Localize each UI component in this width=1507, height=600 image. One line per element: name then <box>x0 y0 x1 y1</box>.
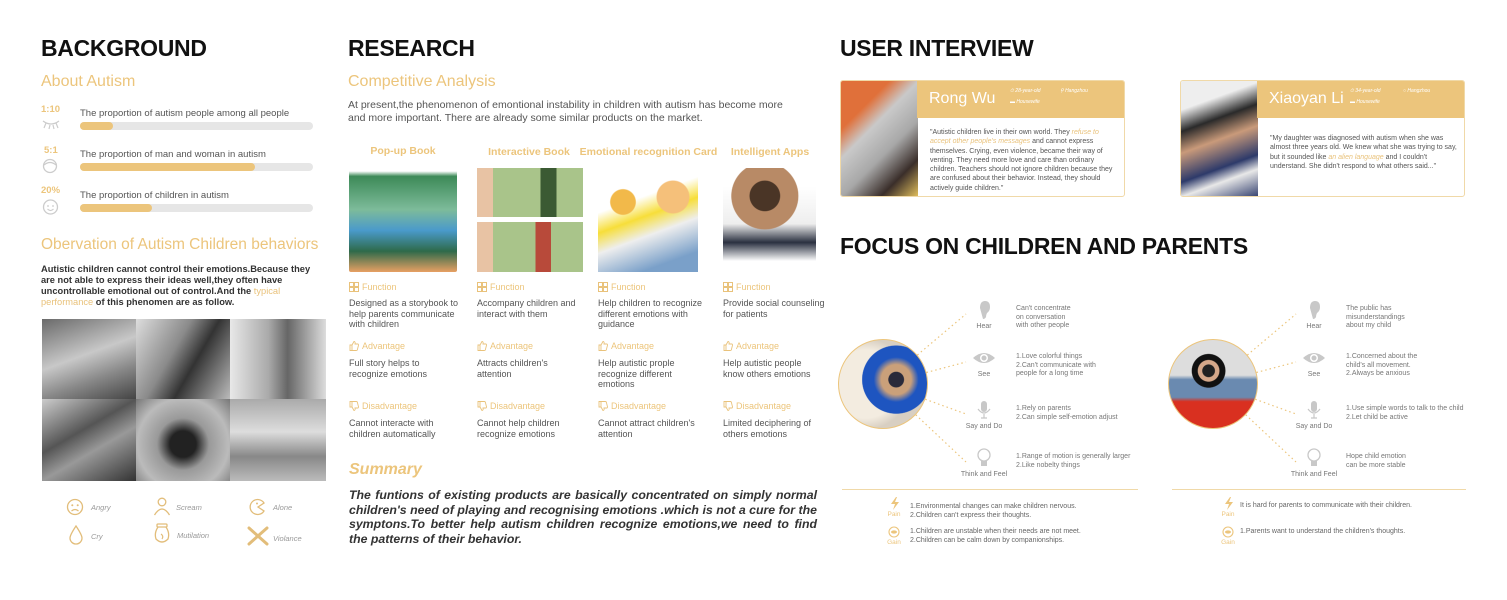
gain-circle-icon <box>888 526 900 538</box>
product-advantage: Help autistic prople recognize different emotions <box>598 358 675 389</box>
product-title: Pop-up Book <box>370 145 436 157</box>
product-advantage: Full story helps to recognize emotions <box>349 358 428 379</box>
user-name: Rong Wu <box>929 90 996 107</box>
stat-value: 20% <box>41 185 61 196</box>
product-function: Help children to recognize different emotions with guidance <box>598 298 703 329</box>
sense-text: 1.Use simple words to talk to the child 2.Let child be active <box>1346 405 1464 421</box>
collage-photo <box>230 319 326 399</box>
sense-item <box>1280 300 1348 330</box>
thumbs-down-icon <box>723 401 733 411</box>
collage-photo <box>230 399 326 481</box>
disadvantage-label: Disadvantage <box>362 401 418 411</box>
sense-item <box>1280 448 1348 478</box>
function-tag <box>349 282 397 292</box>
disadvantage-tag <box>477 401 545 411</box>
divider <box>842 489 1138 490</box>
product-disadvantage: Limited deciphering of others emotions <box>723 418 812 439</box>
jar-icon <box>153 523 171 545</box>
pain-label: Pain <box>887 511 901 518</box>
product-function: Accompany children and interact with them <box>477 298 576 319</box>
user-city: ○ Hangzhou <box>1403 88 1431 94</box>
stat-label: The proportion of man and woman in autism <box>80 149 266 160</box>
quote-part: "Autistic children live in their own world. They <box>930 129 1072 136</box>
sense-text: Can't concentrate on conversation with other people <box>1016 305 1071 329</box>
sense-label: Say and Do <box>1295 423 1333 430</box>
competitive-analysis-heading: Competitive Analysis <box>348 73 496 90</box>
function-tag <box>477 282 525 292</box>
user-card <box>840 80 1125 197</box>
advantage-tag <box>723 341 779 351</box>
baby-face-icon <box>42 198 59 215</box>
teardrop-icon <box>68 525 84 545</box>
user-quote <box>930 128 1115 193</box>
thumbs-up-icon <box>723 341 733 351</box>
behavior-label: Mutilation <box>177 531 210 540</box>
pain-text: 1.Environmental changes can make children nervous. 2.Children can't express their thoughts. <box>910 503 1077 519</box>
user-city-text: Hangzhou <box>1065 88 1088 94</box>
stat-progress-bar <box>80 204 313 212</box>
gain-label: Gain <box>1221 539 1235 546</box>
sense-label: Say and Do <box>965 423 1003 430</box>
stat-progress-fill <box>80 122 113 130</box>
sense-text: 1.Concerned about the child's all movement. 2.Always be anxious <box>1346 353 1418 377</box>
crossed-swords-icon <box>247 526 269 546</box>
user-card <box>1180 80 1465 197</box>
function-label: Function <box>490 282 525 292</box>
quote-highlight: refuse to accept other people's messages <box>930 129 1099 146</box>
sense-text: 1.Love colorful things 2.Can't communicate with people for a long time <box>1016 353 1096 377</box>
sad-face-icon <box>66 498 84 516</box>
quote-part: and cannot express themselves. Crying, even violence, became their way of venting. They need more love and care than ordinary children. Teachers should not ignore children because they are confused about their behavior. Instead, they should actively guide children." <box>930 138 1113 192</box>
pain-label: Pain <box>1221 511 1235 518</box>
sense-item <box>1280 348 1348 378</box>
disadvantage-tag <box>349 401 417 411</box>
observation-highlight: typical performance <box>41 286 281 307</box>
thumbs-up-icon <box>477 341 487 351</box>
about-autism-heading: About Autism <box>41 73 136 90</box>
sense-label: Think and Feel <box>960 471 1008 478</box>
observation-heading: Obervation of Autism Children behaviors <box>41 236 319 253</box>
pacman-icon <box>249 498 267 516</box>
user-city-text: Hangzhou <box>1407 88 1431 94</box>
behavior-label: Alone <box>273 503 293 512</box>
eye-icon <box>1280 348 1348 368</box>
behavior-photo-collage <box>42 319 326 481</box>
stat-progress-bar <box>80 163 313 171</box>
sense-label: Think and Feel <box>1290 471 1338 478</box>
lightning-icon <box>890 497 900 510</box>
sense-label: Hear <box>976 323 992 330</box>
product-function: Designed as a storybook to help parents communicate with children <box>349 298 459 329</box>
advantage-label: Advantage <box>490 341 534 351</box>
product-disadvantage: Cannot attract children's attention <box>598 418 695 439</box>
product-advantage: Attracts children's attention <box>477 358 548 379</box>
thumbs-down-icon <box>349 401 359 411</box>
product-title: Intelligent Apps <box>730 146 810 158</box>
focus-title: FOCUS ON CHILDREN AND PARENTS <box>840 233 1248 259</box>
user-age-text: 34-year-old <box>1355 88 1381 94</box>
sense-item <box>950 400 1018 430</box>
advantage-tag <box>598 341 654 351</box>
interactive-book-image <box>477 222 583 272</box>
thumbs-down-icon <box>598 401 608 411</box>
advantage-label: Advantage <box>362 341 406 351</box>
user-name: Xiaoyan Li <box>1269 90 1344 107</box>
background-title: BACKGROUND <box>41 35 207 61</box>
eye-icon <box>950 348 1018 368</box>
disadvantage-label: Disadvantage <box>611 401 667 411</box>
advantage-tag <box>477 341 533 351</box>
gain-label: Gain <box>887 539 901 546</box>
microphone-icon <box>1280 400 1348 420</box>
product-disadvantage: Cannot interacte with children automatically <box>349 418 436 439</box>
child-avatar <box>838 339 928 429</box>
disadvantage-tag <box>723 401 791 411</box>
disadvantage-label: Disadvantage <box>490 401 546 411</box>
user-card-header <box>917 81 1124 118</box>
sense-text: The public has misunderstandings about my child <box>1346 305 1405 329</box>
function-label: Function <box>736 282 771 292</box>
function-label: Function <box>611 282 646 292</box>
collage-photo <box>136 399 230 481</box>
function-tag <box>598 282 646 292</box>
collage-photo <box>42 319 136 399</box>
intelligent-app-image <box>723 168 816 261</box>
divider <box>1172 489 1466 490</box>
product-disadvantage: Cannot help children recognize emotions <box>477 418 560 439</box>
behavior-label: Cry <box>91 532 103 541</box>
behavior-label: Scream <box>176 503 202 512</box>
user-age: ⏱ 28-year-old <box>1010 88 1041 94</box>
research-title: RESEARCH <box>348 35 475 61</box>
grid-icon <box>477 282 487 292</box>
thumbs-up-icon <box>349 341 359 351</box>
lightbulb-icon <box>950 448 1018 468</box>
collage-photo <box>136 319 230 399</box>
sense-label: See <box>1307 371 1321 378</box>
user-job-text: Housewife <box>1356 99 1380 105</box>
observation-text-part: Autistic children cannot control their emotions.Because they are not able to express their ideas well,they often have uncontrollable emotional out of control.And the <box>41 264 311 296</box>
advantage-tag <box>349 341 405 351</box>
person-icon <box>153 497 171 516</box>
thumbs-up-icon <box>598 341 608 351</box>
pain-text: It is hard for parents to communicate with their children. <box>1240 502 1412 509</box>
user-age: ⏱ 34-year-old <box>1350 88 1381 94</box>
stat-value: 1:10 <box>41 104 61 115</box>
quote-highlight: an alien language <box>1328 153 1384 161</box>
microphone-icon <box>950 400 1018 420</box>
quote-part: and I couldn't understand. She didn't respond to what others said..." <box>1270 153 1437 170</box>
function-tag <box>723 282 771 292</box>
thumbs-down-icon <box>477 401 487 411</box>
user-city: ⚲ Hangzhou <box>1060 88 1088 94</box>
sense-text: 1.Rely on parents 2.Can simple self-emotion adjust <box>1016 405 1118 421</box>
behavior-label: Violance <box>273 534 302 543</box>
sense-text: 1.Range of motion is generally larger 2.Like nobelty things <box>1016 453 1131 469</box>
product-title: Emotional recognition Card <box>579 146 718 158</box>
quote-part: "My daughter was diagnosed with autism when she was almost three years old. We knew what she was trying to say, but it sounded like <box>1270 135 1457 161</box>
gain-circle-icon <box>1222 526 1234 538</box>
interview-title: USER INTERVIEW <box>840 35 1034 61</box>
product-function: Provide social counseling for patients <box>723 298 825 319</box>
user-age-text: 28-year-old <box>1015 88 1041 94</box>
function-label: Function <box>362 282 397 292</box>
sense-text: Hope child emotion can be more stable <box>1346 453 1406 469</box>
grid-icon <box>723 282 733 292</box>
gain-text: 1.Children are unstable when their needs are not meet. 2.Children can be calm down by companionships. <box>910 528 1081 544</box>
summary-text: The funtions of existing products are basically concentrated on simply normal children's need of playing and recognising emotions .which is not a cure for the symptons.To better help autism children recognize emotions,we need to find the patterns of their behavior. <box>349 488 817 546</box>
user-quote <box>1270 134 1460 171</box>
stat-value: 5:1 <box>44 145 58 156</box>
disadvantage-tag <box>598 401 666 411</box>
sense-item <box>950 300 1018 330</box>
summary-heading: Summary <box>349 461 422 478</box>
product-title: Interactive Book <box>488 146 570 158</box>
lightning-icon <box>1224 497 1234 510</box>
behavior-label: Angry <box>91 503 111 512</box>
user-photo <box>1181 81 1258 197</box>
grid-icon <box>349 282 359 292</box>
user-job: ▬ Housewife <box>1350 99 1380 105</box>
observation-text-part: of this phenomen are as follow. <box>93 297 235 307</box>
observation-text <box>41 264 326 308</box>
user-card-header <box>1257 81 1464 118</box>
user-job-text: Housewife <box>1016 99 1040 105</box>
stat-progress-fill <box>80 163 255 171</box>
grid-icon <box>598 282 608 292</box>
advantage-label: Advantage <box>611 341 655 351</box>
gain-text: 1.Parents want to understand the children's thoughts. <box>1240 528 1406 535</box>
eyelash-icon <box>42 118 60 130</box>
user-photo <box>841 81 918 197</box>
sense-item <box>1280 400 1348 430</box>
lightbulb-icon <box>1280 448 1348 468</box>
product-advantage: Help autistic people know others emotions <box>723 358 811 379</box>
ear-icon <box>1280 300 1348 320</box>
advantage-label: Advantage <box>736 341 780 351</box>
user-job: ▬ Housewife <box>1010 99 1040 105</box>
sense-label: Hear <box>1306 323 1322 330</box>
sense-label: See <box>977 371 991 378</box>
research-intro: At present,the phenomenon of emontional instability in children with autism has become more and more important. There are already some similar products on the market. <box>348 99 783 124</box>
face-icon <box>42 157 58 174</box>
stat-progress-fill <box>80 204 152 212</box>
popup-book-image <box>349 168 457 272</box>
stat-label: The proportion of children in autism <box>80 190 229 201</box>
interactive-book-image <box>477 168 583 217</box>
ear-icon <box>950 300 1018 320</box>
collage-photo <box>42 399 136 481</box>
stat-label: The proportion of autism people among all people <box>80 108 290 119</box>
parent-avatar <box>1168 339 1258 429</box>
disadvantage-label: Disadvantage <box>736 401 792 411</box>
sense-item <box>950 348 1018 378</box>
stat-progress-bar <box>80 122 313 130</box>
emotion-card-image <box>598 172 698 272</box>
sense-item <box>950 448 1018 478</box>
